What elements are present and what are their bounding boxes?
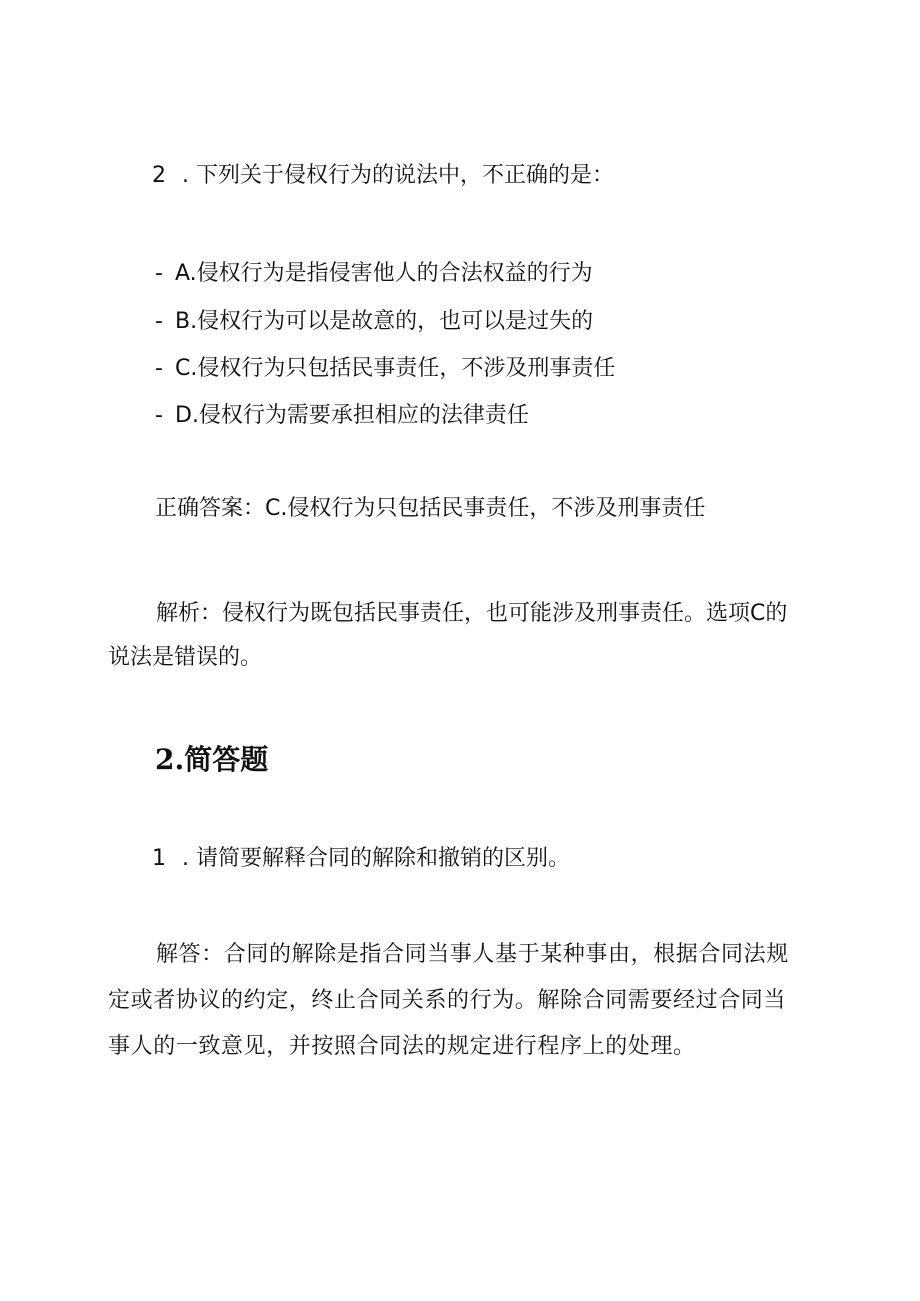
option-text: A.侵权行为是指侵害他人的合法权益的行为 — [175, 261, 593, 286]
option-d — [155, 401, 529, 431]
list-bullet: - — [155, 403, 163, 428]
list-bullet: - — [155, 261, 163, 286]
option-text: D.侵权行为需要承担相应的法律责任 — [175, 403, 529, 428]
analysis-paragraph: 解析：侵权行为既包括民事责任，也可能涉及刑事责任。选项C的说法是错误的。 — [108, 601, 788, 670]
question-1 — [152, 844, 570, 874]
correct-answer: 正确答案：C.侵权行为只包括民事责任，不涉及刑事责任 — [155, 496, 706, 521]
option-b — [155, 307, 593, 337]
question-number: 1 — [152, 846, 166, 871]
question-number: 2 — [152, 163, 166, 188]
question-text: . 下列关于侵权行为的说法中，不正确的是： — [182, 163, 614, 188]
option-c — [155, 354, 615, 384]
solution-paragraph: 解答：合同的解除是指合同当事人基于某种事由，根据合同法规定或者协议的约定，终止合同关系的行为。解除合同需要经过合同当事人的一致意见，并按照合同法的规定进行程序上的处理。 — [108, 942, 789, 1059]
question-text: . 请简要解释合同的解除和撤销的区别。 — [182, 846, 570, 871]
option-a — [155, 259, 593, 289]
question-2 — [152, 161, 614, 191]
list-bullet: - — [155, 309, 163, 334]
list-bullet: - — [155, 356, 163, 381]
option-text: C.侵权行为只包括民事责任，不涉及刑事责任 — [175, 356, 616, 381]
option-text: B.侵权行为可以是故意的，也可以是过失的 — [175, 309, 594, 334]
section-title: 2.简答题 — [155, 743, 269, 776]
